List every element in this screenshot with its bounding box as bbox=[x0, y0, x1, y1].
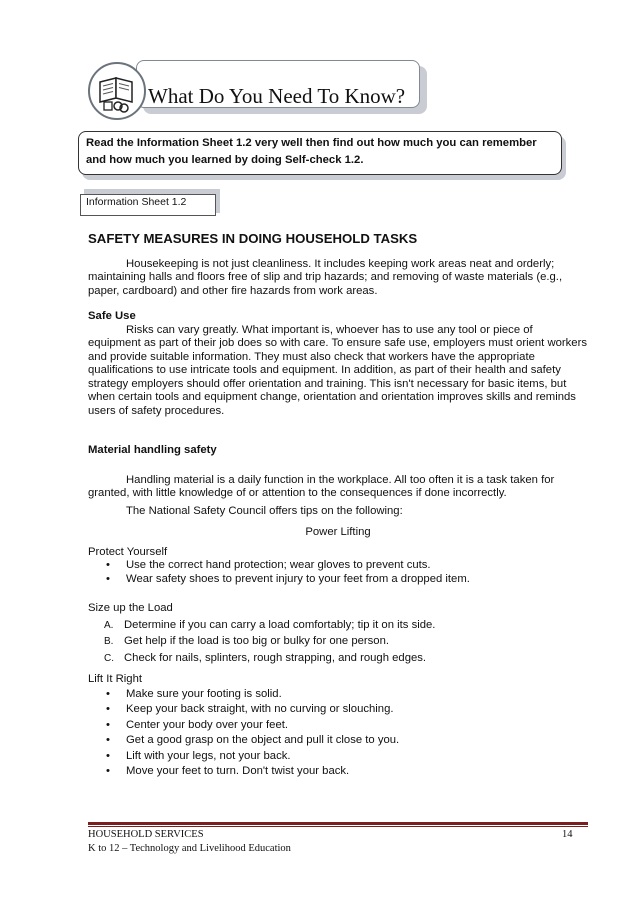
list-item: • Make sure your footing is solid. bbox=[124, 687, 588, 703]
bullet-icon: • bbox=[106, 687, 110, 700]
list-item: • Move your feet to turn. Don't twist your back. bbox=[124, 764, 588, 780]
material-paragraph: Handling material is a daily function in the workplace. All too often it is a task taken for granted, with little knowledge of or attention to the consequences if done incorrectly. bbox=[88, 473, 555, 499]
list-item: • Center your body over your feet. bbox=[124, 718, 588, 734]
list-item: • Keep your back straight, with no curving or slouching. bbox=[124, 702, 588, 718]
list-item: B. Get help if the load is too big or bulky for one person. bbox=[104, 635, 390, 647]
list-item: • Lift with your legs, not your back. bbox=[124, 749, 588, 765]
safe-use-paragraph: Risks can vary greatly. What important is, whoever has to use any tool or piece of equipment as part of their job does so with care. To ensure safe use, employers must orient workers and provide suitable information. They must also check that workers have the appropriate qualifications to use intricate tools and equipment. In addition, as part of their health and safety strategy employers should offer orientation and training. This isn't necessary for basic items, but when certain tools and equipment change, orientation and orientation improves skills and reminds users of safety procedures. bbox=[88, 323, 587, 417]
book-with-chain-icon bbox=[88, 62, 146, 120]
list-item: • Use the correct hand protection; wear gloves to prevent cuts. bbox=[106, 559, 431, 571]
material-heading: Material handling safety bbox=[88, 444, 217, 456]
footer-course: HOUSEHOLD SERVICES bbox=[88, 829, 204, 840]
power-lifting-title: Power Lifting bbox=[305, 526, 371, 538]
page-title: What Do You Need To Know? bbox=[148, 84, 406, 108]
page-number: 14 bbox=[562, 829, 573, 840]
protect-heading: Protect Yourself bbox=[88, 545, 168, 558]
list-item: C. Check for nails, splinters, rough strapping, and rough edges. bbox=[104, 651, 427, 664]
protect-list bbox=[88, 559, 588, 586]
bullet-icon: • bbox=[106, 718, 110, 731]
footer-rule-thin bbox=[88, 826, 588, 827]
section-heading: SAFETY MEASURES IN DOING HOUSEHOLD TASKS bbox=[88, 231, 418, 246]
footer-subject: K to 12 – Technology and Livelihood Education bbox=[88, 843, 291, 854]
bullet-icon: • bbox=[106, 703, 110, 715]
intro-paragraph: Housekeeping is not just cleanliness. It includes keeping work areas neat and orderly; maintaining halls and floors free of slip and trip hazards; and removing of waste materials (e.g., paper, cardboard) and other fire hazards from work areas. bbox=[88, 257, 563, 297]
list-item: • Wear safety shoes to prevent injury to your feet from a dropped item. bbox=[106, 572, 470, 585]
size-up-list bbox=[88, 619, 588, 666]
safe-use-heading: Safe Use bbox=[88, 310, 136, 322]
document-body bbox=[88, 232, 588, 780]
bullet-icon: • bbox=[106, 572, 110, 585]
size-up-heading: Size up the Load bbox=[88, 602, 173, 614]
lift-heading: Lift It Right bbox=[88, 673, 142, 685]
lift-list bbox=[88, 687, 588, 780]
list-item: A. Determine if you can carry a load comfortably; tip it on its side. bbox=[104, 618, 436, 631]
info-sheet-label: Information Sheet 1.2 bbox=[86, 196, 187, 208]
bullet-icon: • bbox=[106, 749, 110, 762]
bullet-icon: • bbox=[106, 765, 110, 777]
instruction-text: Read the Information Sheet 1.2 very well then find out how much you can remember and how much you learned by doing Self-check 1.2. bbox=[86, 137, 537, 166]
list-item: • Get a good grasp on the object and pull it close to you. bbox=[124, 733, 588, 749]
bullet-icon: • bbox=[106, 734, 110, 746]
bullet-icon: • bbox=[106, 559, 110, 571]
footer-rule bbox=[88, 822, 588, 825]
nsc-paragraph: The National Safety Council offers tips on the following: bbox=[126, 504, 403, 517]
